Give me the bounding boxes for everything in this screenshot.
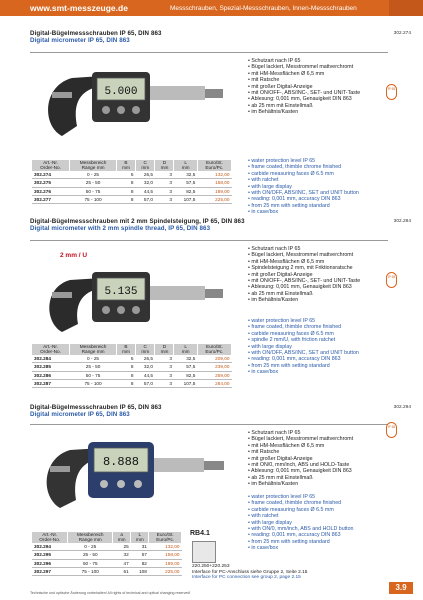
micrometer-photo-1 <box>32 56 232 156</box>
table-row: 302.287 75 - 100 8 57,0 3 107,5 284,00 <box>34 381 230 387</box>
table-row: 302.294 0 - 25 25 31 132,00 <box>34 543 180 549</box>
section-3-title-de: Digital-Bügelmessschrauben IP 65, DIN 863 <box>30 404 162 411</box>
section-2-table: Art.-Nr. Order-No. Messbereich Range mm B mm C mm D mm L mm Euro/St. Euro/Pc. 302.284 0 - 25 6 26,5 3 32,5 209,00 302.285 25 - 50 8 32,0 3 57,5 239,00 302.286 50 - 75 8 44,5 3 82,5 259,00 302.287 75 - 100 8 57,0 3 107,5 284,00 <box>34 344 230 387</box>
site-url[interactable]: www.smt-messzeuge.de <box>30 3 128 13</box>
section-1-table: Art.-Nr. Order-No. Messbereich Range mm B mm C mm D mm L mm Euro/St. Euro/Pc. 302.274 0 - 25 6 26,5 3 32,5 132,00 302.275 25 - 50 8 32,0 3 57,5 158,00 302.276 50 - 75 8 44,5 3 82,5 189,00 302.277 75 - 100 8 57,0 3 107,5 225,00 <box>34 160 230 203</box>
table-row: 302.285 25 - 50 8 32,0 3 57,5 239,00 <box>34 364 230 370</box>
table-row: 302.274 0 - 25 6 26,5 3 32,5 132,00 <box>34 171 230 177</box>
ip65-badge-3: IP 65 <box>386 422 397 438</box>
table-row: 302.295 25 - 50 32 57 158,00 <box>34 552 180 558</box>
footer-note: Technische und optische Änderung vorbehalten! All rights of technical and optical changing reserved! <box>30 591 191 595</box>
section-2-title-en: Digital micrometer with 2 mm spindle thread, IP 65, DIN 863 <box>30 225 211 232</box>
micrometer-photo-3 <box>32 430 232 520</box>
section-1-ref: 302.274 <box>393 31 411 36</box>
table-row: 302.284 0 - 25 6 26,5 3 32,5 209,00 <box>34 355 230 361</box>
table-row: 302.286 50 - 75 8 44,5 3 82,5 259,00 <box>34 372 230 378</box>
rb-title: RB4.1 <box>190 530 210 537</box>
micrometer-photo-2 <box>32 262 232 342</box>
page-number: 3.9 <box>389 582 413 594</box>
section-2-title <box>30 218 388 232</box>
table-row: 302.297 75 - 100 61 108 225,00 <box>34 569 180 575</box>
section-2-ref: 302.284 <box>393 219 411 224</box>
section-3-ref: 302.294 <box>393 405 411 410</box>
section-2-features-de: • Schutzart nach IP 65 • Bügel lackiert, Messtrommel mattverchromt • mit HM-Messflächen Ø 6,5 mm • Spindelsteigung 2 mm, mit Friktionsratsche • mit großer Digital-Anzeige • mit ON/OFF-, ABS/INC-, SET- und UNIT-Taste • Ablesung: 0,001 mm, Genauigkeit DIN 863 • ab 25 mm mit Einstellmaß • im Behältnis/Kasten <box>248 246 360 304</box>
section-3-divider <box>30 424 388 425</box>
section-3-table: Art.-Nr. Order-No. Messbereich Range mm a mm L mm Euro/St. Euro/Pc. 302.294 0 - 25 25 31 132,00 302.295 25 - 50 32 57 158,00 302.296 50 - 75 47 82 189,00 302.297 75 - 100 61 108 225,00 <box>34 532 180 575</box>
section-1-title-de: Digital-Bügelmessschrauben IP 65, DIN 863 <box>30 30 162 37</box>
section-2-features-en: • water protection level IP 65 • frame coated, thimble chrome finished • carbide measuring faces Ø 6.5 mm • spindle 2 mm/U, with friction ratchet • with large display • with ON/OFF, ABS/INC, SET and UNIT button • reading: 0,001 mm, accuracy DIN 863 • from 25 mm with setting standard • in case/box <box>248 318 359 376</box>
table-row: 302.277 75 - 100 8 57,0 3 107,5 225,00 <box>34 197 230 203</box>
display-readout: 5.135 <box>104 286 138 298</box>
display-readout: 8.888 <box>102 455 140 469</box>
section-2-title-de: Digital-Bügelmessschrauben mit 2 mm Spindelsteigung, IP 65, DIN 863 <box>30 218 245 225</box>
section-3-title-en: Digital micrometer IP 65, DIN 863 <box>30 411 130 418</box>
section-2-divider <box>30 240 388 241</box>
section-3-features-en: • water protection level IP 65 • frame coated, thimble chrome finished • carbide measuring faces Ø 6.5 mm • with ratchet • with large display • with ON/0, mm/inch, ABS and HOLD button • reading: 0,001 mm, accuracy DIN 863 • from 25 mm with setting standard • in case/box <box>248 494 354 552</box>
page-category: Messschrauben, Spezial-Messschrauben, Innen-Messschrauben <box>170 4 357 12</box>
section-1-features-en: • water protection level IP 65 • frame coated, thimble chrome finished • carbide measuring faces Ø 6.5 mm • with ratchet • with large display • with ON/OFF, ABS/INC, SET and UNIT button • reading: 0,001 mm, accuracy DIN 863 • from 25 mm with setting standard • in case/box <box>248 158 359 216</box>
table-row: 302.275 25 - 50 8 32,0 3 57,5 158,00 <box>34 180 230 186</box>
top-bar <box>0 0 423 16</box>
section-1-title-en: Digital micrometer IP 65, DIN 863 <box>30 37 130 44</box>
table-row: 302.276 50 - 75 8 44,5 3 82,5 189,00 <box>34 188 230 194</box>
section-3-features-de: • Schutzart nach IP 65 • Bügel lackiert, Messtrommel mattverchromt • mit HM-Messflächen Ø 6,5 mm • mit Ratsche • mit großer Digital-Anzeige • mit ON/0, mm/inch, ABS und HOLD-Taste • Ablesung: 0,001 mm, Genauigkeit DIN 863 • ab 25 mm mit Einstellmaß • im Behältnis/Kasten <box>248 430 353 488</box>
section-1-title <box>30 30 388 44</box>
section-1-divider <box>30 52 388 53</box>
table-row: 302.296 50 - 75 47 82 189,00 <box>34 560 180 566</box>
section-3-title <box>30 404 388 418</box>
rb-info: 220.250+220.253 Interface für PC-Anschluss siehe Gruppe 2, Seite 2.15 Interface for PC connection see group 2, page 2.15 <box>192 564 308 581</box>
section-1-features-de: • Schutzart nach IP 65 • Bügel lackiert, Messtrommel mattverchromt • mit HM-Messflächen Ø 6,5 mm • mit Ratsche • mit großer Digital-Anzeige • mit ON/OFF-, ABS/INC-, SET- und UNIT-Taste • Ablesung: 0,001 mm, Genauigkeit DIN 863 • ab 25 mm mit Einstellmaß • im Behältnis/Kasten <box>248 58 360 116</box>
display-readout: 5.000 <box>104 86 138 98</box>
spindle-thread-label: 2 mm / U <box>60 252 88 259</box>
ip65-badge-1: IP 65 <box>386 84 397 100</box>
interface-cable-icon <box>192 541 216 563</box>
ip65-badge-2: IP 65 <box>386 272 397 288</box>
corner-tab <box>389 0 423 16</box>
